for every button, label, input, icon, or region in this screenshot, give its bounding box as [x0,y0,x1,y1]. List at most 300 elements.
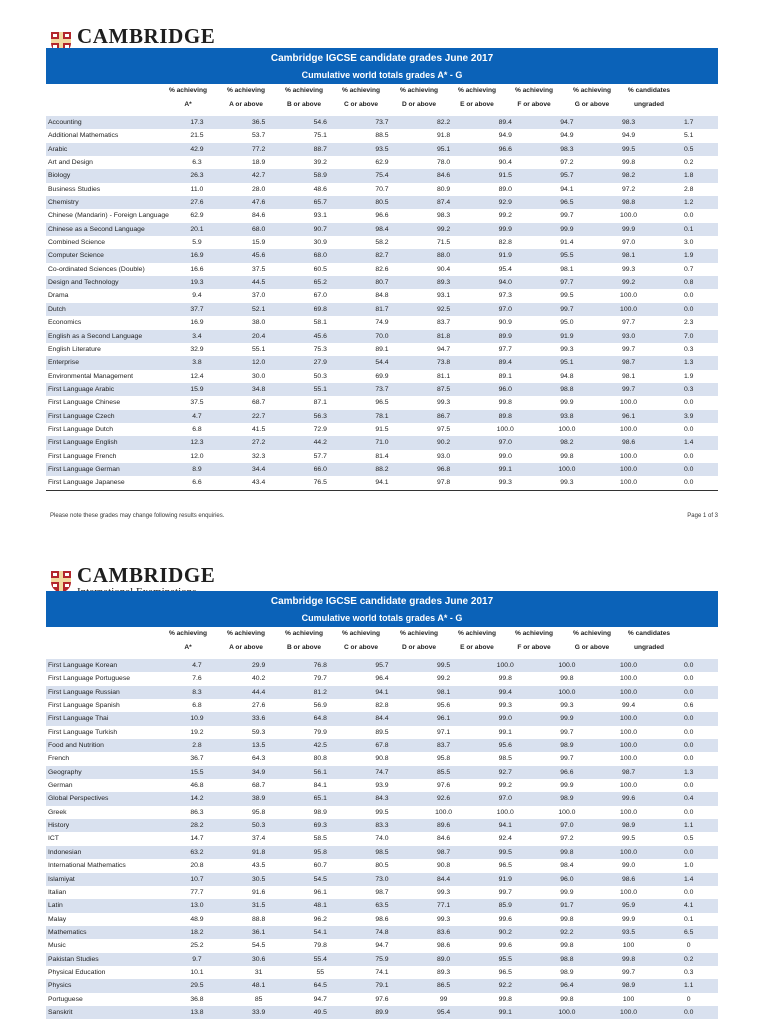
value-cell: 5.1 [683,132,694,140]
value-cell: 99.4 [621,702,636,710]
value-cell: 89.0 [413,953,475,966]
value-cell: 96.8 [413,463,475,476]
column-header-1-line1: % achieving [168,630,208,637]
value-cell: 15.5 [166,766,228,779]
value-cell: 99.0 [498,452,512,460]
value-cell: 99.3 [436,399,451,407]
value-cell: 90.4 [498,159,512,167]
value-cell: 100.0 [558,808,576,816]
value-cell: 57.7 [313,452,327,460]
table-row [46,699,718,712]
column-header-8-line2: G or above [574,644,610,651]
column-header-8-line1: % achieving [572,87,612,94]
value-cell: 95.6 [436,702,451,710]
column-header-5-line1: % achieving [399,630,439,637]
value-cell: 84.4 [351,712,413,725]
value-cell: 82.8 [375,702,389,710]
table-row [46,209,718,222]
value-cell: 98.8 [536,953,598,966]
value-cell: 99.9 [560,782,574,790]
value-cell: 50.3 [313,372,327,380]
value-cell: 0.0 [683,212,694,220]
value-cell: 80.5 [351,196,413,209]
value-cell: 44.2 [289,436,351,449]
value-cell: 96.1 [313,888,327,896]
value-cell: 91.9 [474,249,536,262]
value-cell: 95.4 [498,265,512,273]
value-cell: 7.6 [192,675,202,683]
value-cell: 98.2 [598,169,660,182]
value-cell: 81.7 [351,303,413,316]
value-cell: 74.9 [375,319,389,327]
value-cell: 83.6 [413,926,475,939]
value-cell: 98.9 [598,979,660,992]
value-cell: 100.0 [620,425,638,433]
value-cell: 89.9 [474,330,536,343]
value-cell: 99.7 [621,968,636,976]
value-cell: 53.7 [252,132,266,140]
column-header-2-line2: A or above [229,644,263,651]
value-cell: 28.2 [166,819,228,832]
value-cell: 21.5 [190,132,204,140]
value-cell: 14.7 [190,835,204,843]
subject-cell: Global Perspectives [46,792,166,805]
table-row [46,939,718,952]
value-cell: 99.8 [621,159,636,167]
table-row [46,979,718,992]
page-number: Page 1 of 3 [687,513,718,519]
value-cell: 100.0 [496,425,514,433]
value-cell: 68.0 [289,249,351,262]
value-cell: 30.0 [252,372,266,380]
value-cell: 96.5 [536,196,598,209]
value-cell: 73.7 [351,116,413,129]
value-cell: 64.3 [252,755,266,763]
value-cell: 6.8 [192,425,202,433]
value-cell: 92.7 [474,766,536,779]
value-cell: 98.8 [536,383,598,396]
value-cell: 60.7 [313,862,327,870]
value-cell: 99.5 [474,846,536,859]
value-cell: 0.0 [683,452,694,460]
column-header-9-line2: ungraded [633,101,665,108]
value-cell: 88.8 [252,915,266,923]
table-row [46,196,718,209]
column-header-5-line2: D or above [401,101,437,108]
value-cell: 0.0 [659,1006,718,1019]
value-cell: 98.5 [498,755,512,763]
value-cell: 36.5 [228,116,290,129]
value-cell: 100.0 [598,659,660,672]
value-cell: 67.0 [313,292,327,300]
value-cell: 97.7 [536,276,598,289]
value-cell: 0.0 [683,755,694,763]
value-cell: 16.9 [190,319,204,327]
value-cell: 100.0 [620,399,638,407]
table-row [46,953,718,966]
value-cell: 74.0 [375,835,389,843]
subject-cell: First Language German [46,463,166,476]
value-cell: 99.1 [474,1006,536,1019]
value-cell: 99.8 [560,915,574,923]
value-cell: 91.5 [375,425,389,433]
column-header-8-line1: % achieving [572,630,612,637]
subject-cell: Environmental Management [48,372,134,380]
value-cell: 81.1 [436,372,451,380]
subject-cell: Co-ordinated Sciences (Double) [48,265,145,273]
value-cell: 96.4 [536,979,598,992]
value-cell: 55.1 [252,345,266,353]
subject-cell: Art and Design [48,159,93,167]
value-cell: 93.8 [536,410,598,423]
value-cell: 0.0 [659,846,718,859]
value-cell: 86.3 [190,808,204,816]
value-cell: 68.7 [252,782,266,790]
column-header-2-line1: % achieving [226,87,266,94]
value-cell: 88.7 [289,143,351,156]
value-cell: 89.6 [413,819,475,832]
subject-cell: ICT [48,835,59,843]
value-cell: 0.0 [659,659,718,672]
value-cell: 84.1 [313,782,327,790]
value-cell: 0 [686,995,691,1003]
subject-cell: English as a Second Language [46,330,166,343]
table-row [46,686,718,699]
subject-cell: Latin [46,899,166,912]
value-cell: 97.6 [375,995,389,1003]
value-cell: 41.5 [252,425,266,433]
value-cell: 97.0 [474,436,536,449]
value-cell: 6.3 [192,159,202,167]
value-cell: 99.8 [598,953,660,966]
value-cell: 34.4 [228,463,290,476]
table-row [46,383,718,396]
value-cell: 0.3 [683,968,694,976]
subject-cell: Chinese (Mandarin) - Foreign Language [48,212,169,220]
table-row [46,396,718,409]
value-cell: 56.9 [313,702,327,710]
subject-cell: Music [48,942,66,950]
value-cell: 15.9 [166,383,228,396]
subject-cell: Food and Nutrition [46,739,166,752]
value-cell: 97.7 [621,319,636,327]
value-cell: 37.5 [190,399,204,407]
value-cell: 83.3 [351,819,413,832]
value-cell: 95.8 [252,808,266,816]
subject-cell: Accounting [46,116,166,129]
value-cell: 3.0 [683,239,694,247]
value-cell: 0.6 [683,702,694,710]
value-cell: 20.8 [190,862,204,870]
value-cell: 99.6 [498,915,512,923]
value-cell: 42.9 [166,143,228,156]
value-cell: 99.3 [560,345,574,353]
value-cell: 99.5 [560,292,574,300]
value-cell: 39.2 [313,159,327,167]
value-cell: 36.7 [190,755,204,763]
crest-icon [50,570,72,594]
value-cell: 100.0 [620,782,638,790]
value-cell: 12.0 [228,356,290,369]
value-cell: 36.1 [228,926,290,939]
value-cell: 86.7 [413,410,475,423]
value-cell: 0.0 [683,399,694,407]
subject-cell: Arabic [46,143,166,156]
value-cell: 100.0 [620,452,638,460]
value-cell: 99.3 [621,265,636,273]
value-cell: 77.7 [190,888,204,896]
value-cell: 81.4 [375,452,389,460]
value-cell: 100.0 [536,686,598,699]
value-cell: 0.0 [683,728,694,736]
value-cell: 80.8 [313,755,327,763]
value-cell: 56.1 [289,766,351,779]
table-row [46,370,718,383]
value-cell: 95.1 [413,143,475,156]
value-cell: 71.0 [351,436,413,449]
value-cell: 18.9 [252,159,266,167]
value-cell: 94.0 [474,276,536,289]
value-cell: 87.5 [413,383,475,396]
value-cell: 98.1 [621,372,636,380]
value-cell: 79.1 [351,979,413,992]
value-cell: 34.8 [228,383,290,396]
table-row [46,410,718,423]
value-cell: 100.0 [620,292,638,300]
value-cell: 14.2 [166,792,228,805]
table-row [46,966,718,979]
table-row [46,330,718,343]
value-cell: 99.3 [560,702,574,710]
value-cell: 0.0 [659,303,718,316]
value-cell: 94.1 [351,686,413,699]
value-cell: 92.6 [413,792,475,805]
value-cell: 15.9 [252,239,266,247]
value-cell: 100.0 [435,808,453,816]
value-cell: 33.9 [228,1006,290,1019]
value-cell: 99.3 [436,888,451,896]
value-cell: 74.7 [351,766,413,779]
table-row [46,143,718,156]
value-cell: 87.4 [413,196,475,209]
value-cell: 74.8 [351,926,413,939]
value-cell: 99.8 [498,995,512,1003]
table-row [46,156,718,169]
value-cell: 92.4 [498,835,512,843]
value-cell: 98.6 [436,942,451,950]
value-cell: 83.7 [436,319,451,327]
subject-cell: Computer Science [46,249,166,262]
subject-cell: Indonesian [46,846,166,859]
subject-cell: First Language Japanese [48,479,125,487]
value-cell: 100.0 [598,463,660,476]
value-cell: 31.5 [228,899,290,912]
value-cell: 90.4 [436,265,451,273]
value-cell: 99.8 [560,452,574,460]
subject-cell: Islamiyat [46,873,166,886]
value-cell: 99.5 [375,808,389,816]
value-cell: 10.7 [166,873,228,886]
subject-cell: Greek [48,808,67,816]
subject-cell: Dutch [46,303,166,316]
value-cell: 96.6 [375,212,389,220]
table-row [46,476,718,489]
value-cell: 1.4 [659,436,718,449]
column-header-6-line1: % achieving [457,630,497,637]
value-cell: 22.7 [228,410,290,423]
subject-cell: Design and Technology [46,276,166,289]
value-cell: 94.1 [474,819,536,832]
table-row [46,726,718,739]
value-cell: 100.0 [598,1006,660,1019]
value-cell: 100 [622,995,635,1003]
table-row [46,356,718,369]
table-row [46,169,718,182]
value-cell: 93.9 [375,782,389,790]
grades-table [46,659,718,1019]
table-row [46,792,718,805]
value-cell: 100.0 [496,808,514,816]
value-cell: 88.0 [413,249,475,262]
subject-cell: Sanskrit [46,1006,166,1019]
table-row [46,846,718,859]
value-cell: 0.3 [683,345,694,353]
value-cell: 93.0 [436,452,451,460]
value-cell: 8.9 [166,463,228,476]
value-cell: 0.0 [683,425,694,433]
value-cell: 81.8 [413,330,475,343]
value-cell: 100.0 [598,686,660,699]
value-cell: 84.8 [375,292,389,300]
value-cell: 99.7 [560,212,574,220]
value-cell: 89.9 [351,1006,413,1019]
subject-cell: Combined Science [48,239,106,247]
value-cell: 84.6 [436,835,451,843]
value-cell: 27.6 [252,702,266,710]
value-cell: 98.6 [598,873,660,886]
subject-cell: Physics [46,979,166,992]
value-cell: 99.5 [598,143,660,156]
value-cell: 100.0 [536,659,598,672]
value-cell: 90.2 [474,926,536,939]
column-header-1-line2: A* [184,101,192,108]
subject-cell: French [48,755,70,763]
value-cell: 90.9 [498,319,512,327]
value-cell: 75.1 [313,132,327,140]
value-cell: 27.9 [289,356,351,369]
value-cell: 99.0 [474,712,536,725]
value-cell: 100.0 [620,728,638,736]
subject-cell: Malay [48,915,67,923]
value-cell: 43.4 [252,479,266,487]
table-row [46,886,718,899]
value-cell: 9.4 [192,292,202,300]
value-cell: 30.6 [228,953,290,966]
subject-cell: International Mathematics [48,862,126,870]
value-cell: 97.5 [436,425,451,433]
value-cell: 94.7 [436,345,451,353]
value-cell: 89.4 [474,116,536,129]
table-row [46,116,718,129]
value-cell: 97.0 [474,303,536,316]
value-cell: 65.7 [289,196,351,209]
table-row [46,859,718,872]
table-row [46,926,718,939]
value-cell: 99.4 [474,686,536,699]
value-cell: 97.2 [621,185,636,193]
value-cell: 47.6 [228,196,290,209]
column-header-4-line1: % achieving [341,630,381,637]
value-cell: 97.0 [536,819,598,832]
value-cell: 11.0 [190,185,204,193]
subject-cell: First Language English [46,436,166,449]
value-cell: 74.1 [375,968,389,976]
value-cell: 54.4 [351,356,413,369]
table-row [46,236,718,249]
value-cell: 48.1 [228,979,290,992]
column-header-7-line2: F or above [517,644,551,651]
value-cell: 8.3 [166,686,228,699]
value-cell: 94.9 [621,132,636,140]
value-cell: 87.1 [313,399,327,407]
value-cell: 100.0 [558,425,576,433]
value-cell: 69.3 [289,819,351,832]
value-cell: 59.3 [252,728,266,736]
column-header-7-line1: % achieving [514,630,554,637]
value-cell: 96.1 [413,712,475,725]
value-cell: 97.0 [621,239,636,247]
value-cell: 92.5 [413,303,475,316]
value-cell: 100.0 [620,808,638,816]
value-cell: 75.4 [351,169,413,182]
value-cell: 99.9 [560,888,574,896]
value-cell: 91.5 [474,169,536,182]
value-cell: 43.5 [252,862,266,870]
value-cell: 89.8 [474,410,536,423]
value-cell: 98.7 [413,846,475,859]
value-cell: 99.2 [413,223,475,236]
value-cell: 76.5 [313,479,327,487]
value-cell: 96.1 [598,410,660,423]
value-cell: 99.9 [621,915,636,923]
value-cell: 54.5 [289,873,351,886]
table-row [46,993,718,1006]
value-cell: 92.2 [474,979,536,992]
value-cell: 99.7 [560,728,574,736]
value-cell: 73.8 [413,356,475,369]
table-row [46,913,718,926]
value-cell: 6.6 [192,479,202,487]
value-cell: 44.5 [228,276,290,289]
value-cell: 99.9 [536,223,598,236]
value-cell: 100.0 [620,755,638,763]
value-cell: 100.0 [598,846,660,859]
subject-cell: Mathematics [46,926,166,939]
value-cell: 91.9 [536,330,598,343]
table-row [46,343,718,356]
value-cell: 80.7 [351,276,413,289]
value-cell: 99.1 [498,728,512,736]
value-cell: 89.4 [474,356,536,369]
value-cell: 95.6 [474,739,536,752]
value-cell: 9.7 [166,953,228,966]
value-cell: 99.8 [560,995,574,1003]
value-cell: 32.9 [190,345,204,353]
value-cell: 78.0 [436,159,451,167]
value-cell: 6.5 [659,926,718,939]
value-cell: 1.3 [659,766,718,779]
value-cell: 91.9 [474,873,536,886]
